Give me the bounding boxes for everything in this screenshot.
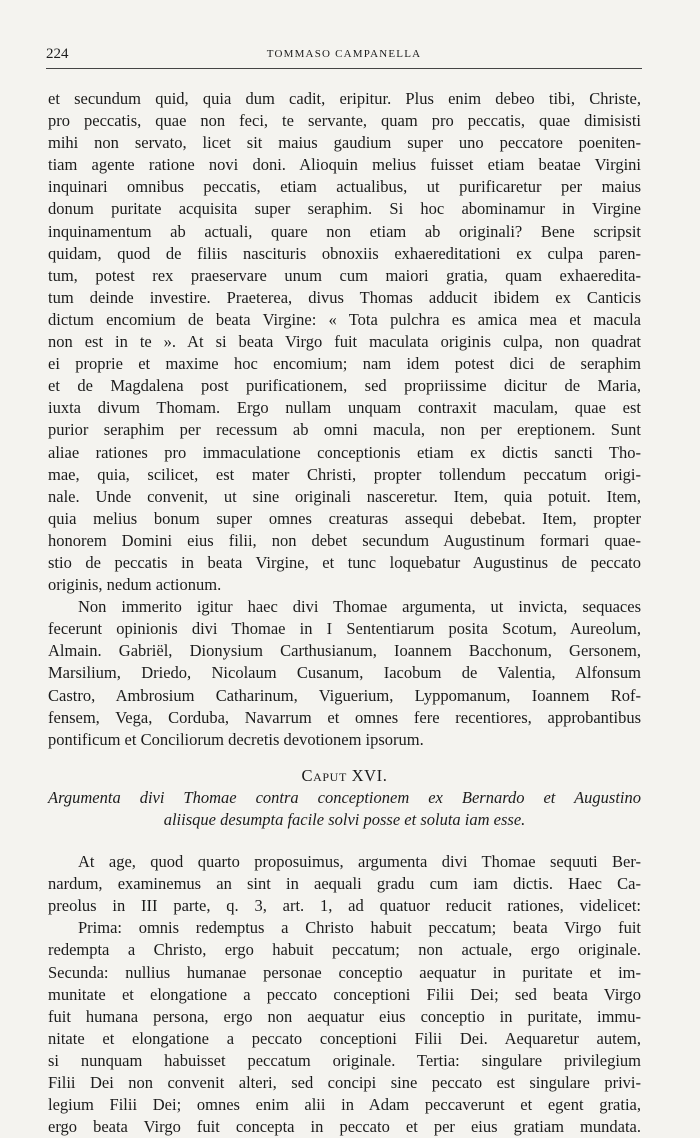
- text-line: fecerunt opinionis divi Thomae in I Sententiarum posita Scotum, Aureolum,: [48, 619, 641, 639]
- text-line: Almain. Gabriël, Dionysium Carthusianum, Ioannem Bacchonum, Gersonem,: [48, 641, 641, 661]
- chapter-number: Caput XVI.: [301, 765, 388, 785]
- text-line: ergo beata Virgo fuit concepta in peccato et per eius gratiam mundata.: [48, 1117, 641, 1137]
- text-line: fensem, Vega, Corduba, Navarrum et omnes fere recentiores, approbantibus: [48, 707, 641, 727]
- text-line: tiam agente ratione novi doni. Alioquin melius fuisset etiam beatae Virgini: [48, 155, 641, 175]
- chapter-heading: [48, 765, 641, 831]
- text-line: Non immerito igitur haec divi Thomae argumenta, ut invicta, sequaces: [78, 597, 641, 617]
- text-line: honorem Domini eius filii, non debet secundum Augustinum formari quae-: [48, 530, 641, 550]
- text-line: tum, potest rex praeservare unum cum maiori gratia, quam exhaeredita-: [48, 265, 641, 285]
- running-title: TOMMASO CAMPANELLA: [266, 48, 422, 60]
- text-line: redempta a Christo, ergo habuit peccatum; non actuale, ergo originale.: [48, 940, 641, 960]
- text-line: legium Filii Dei; omnes enim alii in Adam peccaverunt et egent gratia,: [48, 1095, 641, 1115]
- text-line: quia melius bonum super omnes creaturas assequi debebat. Item, propter: [48, 508, 641, 528]
- text-line: mihi non servato, licet sit maius gaudium super uno peccatore poeniten-: [48, 133, 641, 153]
- text-line: Prima: omnis redemptus a Christo habuit peccatum; beata Virgo fuit: [78, 918, 641, 938]
- text-line: mae, quia, scilicet, est mater Christi, propter tollendum peccatum origi-: [48, 464, 641, 484]
- text-line: preolus in III parte, q. 3, art. 1, ad quatuor reducit rationes, videlicet:: [48, 896, 641, 916]
- paragraph: [48, 596, 641, 751]
- text-line: Filii Dei non convenit alteri, sed concipi sine peccato est singulare privi-: [48, 1073, 641, 1093]
- text-line: donum puritate acquisita super seraphim. Si hoc abominamur in Virgine: [48, 199, 641, 219]
- chapter-title-line: Argumenta divi Thomae contra conceptionem ex Bernardo et Augustino: [48, 787, 641, 807]
- text-line: Castro, Ambrosium Catharinum, Viguerium, Lyppomanum, Ioannem Rof-: [48, 685, 641, 705]
- text-line: si nunquam habuisset peccatum originale. Tertia: singulare privilegium: [48, 1050, 641, 1070]
- text-line: At age, quod quarto proposuimus, argumenta divi Thomae sequuti Ber-: [78, 852, 641, 872]
- paragraph: [48, 917, 641, 1138]
- text-line: fuit humana persona, ergo non aequatur eius conceptio in puritate, immu-: [48, 1006, 641, 1026]
- spacer: [48, 751, 641, 765]
- paragraph: [48, 851, 641, 917]
- chapter-title-line: aliisque desumpta facile solvi posse et soluta iam esse.: [163, 810, 526, 829]
- text-line: pro peccatis, quae non feci, te servante, quam pro peccatis, quae dimisisti: [48, 111, 641, 131]
- text-line: nale. Unde convenit, ut sine originali nasceretur. Item, quia potuit. Item,: [48, 486, 641, 506]
- text-line: inquinamentum ab actuali, quare non etiam ab originali? Bene scripsit: [48, 221, 641, 241]
- text-line: nardum, examinemus an sint in aequali gradu cum iam dictis. Haec Ca-: [48, 874, 641, 894]
- text-line: dictum encomium de beata Virgine: « Tota pulchra es amica mea et macula: [48, 309, 641, 329]
- text-line: tum deinde investire. Praeterea, divus Thomas adducit ibidem ex Canticis: [48, 287, 641, 307]
- text-line: pontificum et Conciliorum decretis devotionem ipsorum.: [48, 729, 424, 749]
- text-line: et secundum quid, quia dum cadit, eripitur. Plus enim debeo tibi, Christe,: [48, 89, 641, 108]
- text-line: munitate et elongatione a peccato conceptioni Filii Dei; sed beata Virgo: [48, 984, 641, 1004]
- text-line: iuxta divum Thomam. Ergo nullam unquam contraxit maculam, quae est: [48, 398, 641, 418]
- text-line: nitate et elongatione a peccato conceptioni Filii Dei. Aequaretur autem,: [48, 1028, 641, 1048]
- paragraph-continued: [48, 88, 641, 596]
- text-line: non est in te ». At si beata Virgo fuit maculata originis culpa, non quadrat: [48, 332, 641, 352]
- text-line: ei proprie et maxime hoc encomium; nam idem potest dici de seraphim: [48, 354, 641, 374]
- text-line: originis, nedum actionum.: [48, 575, 222, 595]
- spacer: [48, 831, 641, 851]
- text-line: et de Magdalena post purificationem, sed propriissime dicitur de Maria,: [48, 376, 641, 396]
- page-number: 224: [46, 46, 69, 62]
- text-line: stio de peccatis in beata Virgine, et tunc loquebatur Augustinus de peccato: [48, 552, 641, 572]
- text-line: purior seraphim per recessum ab omni macula, non per ereptionem. Sunt: [48, 420, 641, 440]
- text-line: aliae rationes pro immaculatione conceptionis etiam ex dictis sancti Tho-: [48, 442, 641, 462]
- running-head: [46, 46, 642, 69]
- text-line: inquinari omnibus peccatis, etiam actualibus, ut purificaretur per maius: [48, 177, 641, 197]
- text-line: Marsilium, Driedo, Nicolaum Cusanum, Iacobum de Valentia, Alfonsum: [48, 663, 641, 683]
- text-line: Secunda: nullius humanae personae conceptio aequatur in puritate et im-: [48, 962, 641, 982]
- text-line: quidam, quod de filiis nascituris obnoxiis exhaereditationi ex culpa paren-: [48, 243, 641, 263]
- body-text: [48, 88, 641, 1138]
